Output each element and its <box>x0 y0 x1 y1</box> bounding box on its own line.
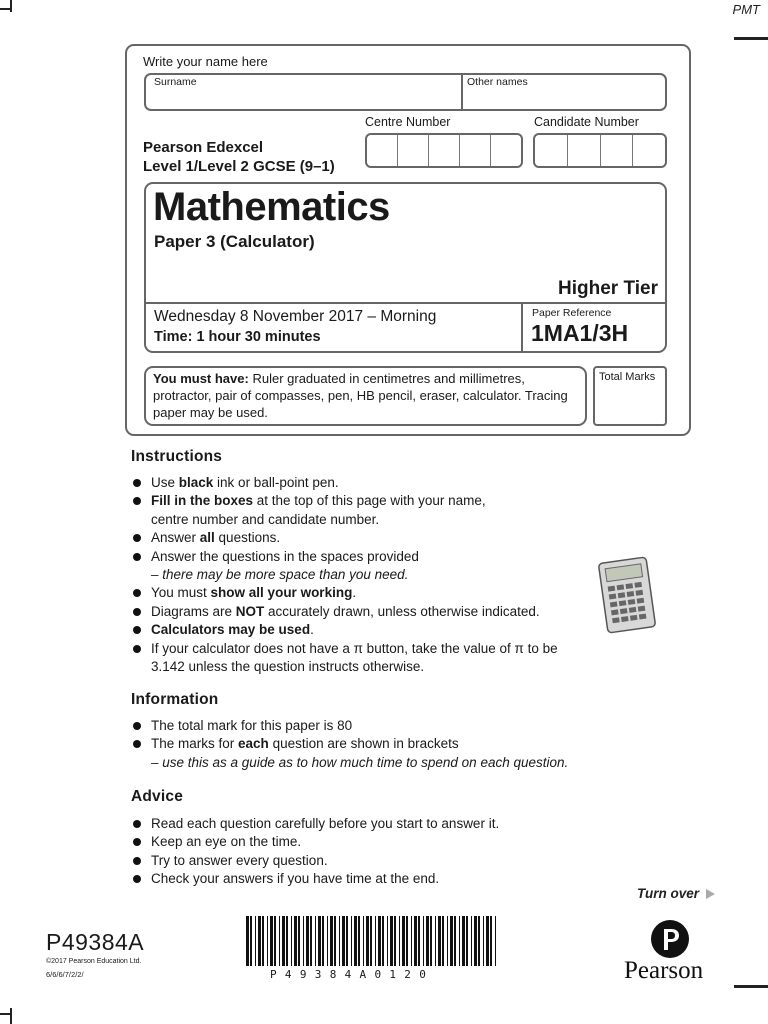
barcode-bar <box>471 916 472 966</box>
barcode-bar <box>354 916 357 966</box>
text: question are shown in brackets <box>268 736 459 752</box>
barcode-bar <box>387 916 388 966</box>
barcode-bar <box>258 916 261 966</box>
barcode-bar <box>370 916 372 966</box>
barcode-bar <box>327 916 328 966</box>
reference-divider <box>521 303 523 352</box>
text: Try to answer every question. <box>151 852 328 868</box>
print-code: 6/6/6/7/2/2/ <box>46 970 84 979</box>
barcode-bar <box>375 916 376 966</box>
barcode-bar <box>250 916 252 966</box>
paper-reference-label: Paper Reference <box>532 307 612 319</box>
digit-cell[interactable] <box>398 135 429 166</box>
centre-number-field[interactable] <box>365 133 523 168</box>
tier-label: Higher Tier <box>558 278 658 299</box>
text-bold: Calculators may be used <box>151 622 311 638</box>
list-item <box>133 584 593 602</box>
barcode-bar <box>378 916 381 966</box>
text: Keep an eye on the time. <box>151 834 302 850</box>
barcode-bar <box>303 916 304 966</box>
barcode-bar <box>454 916 456 966</box>
crop-mark <box>734 37 768 40</box>
write-name-label: Write your name here <box>143 54 268 69</box>
exam-date: Wednesday 8 November 2017 – Morning <box>154 308 437 325</box>
barcode-bar <box>366 916 369 966</box>
digit-cell[interactable] <box>568 135 601 166</box>
advice-list <box>133 815 593 889</box>
barcode-bar <box>459 916 460 966</box>
centre-number-label: Centre Number <box>365 115 451 129</box>
text-bold: NOT <box>235 603 265 619</box>
text: Use <box>151 475 179 490</box>
digit-cell[interactable] <box>601 135 634 166</box>
list-item <box>133 548 593 566</box>
barcode-bar <box>322 916 324 966</box>
publisher-name: Pearson <box>624 957 704 984</box>
list-item <box>133 870 593 888</box>
candidate-number-label: Candidate Number <box>534 115 639 129</box>
barcode-bar <box>402 916 405 966</box>
copyright: ©2017 Pearson Education Ltd. <box>46 958 142 965</box>
text: Answer <box>151 530 200 546</box>
text: Check your answers if you have time at the end. <box>151 871 440 887</box>
calculator-icon <box>595 556 659 634</box>
digit-cell[interactable] <box>367 135 398 166</box>
requirements-label: You must have: <box>153 371 249 386</box>
paper-code: P49384A <box>46 929 145 955</box>
requirements-text <box>153 370 583 421</box>
crop-mark <box>0 1013 12 1015</box>
list-item <box>133 833 593 851</box>
barcode-bar <box>411 916 412 966</box>
barcode-bar <box>450 916 453 966</box>
barcode-bar <box>330 916 333 966</box>
turn-over-label: Turn over <box>637 886 700 901</box>
text: The marks for <box>151 736 239 752</box>
qualification-level: Level 1/Level 2 GCSE (9–1) <box>143 158 335 175</box>
instructions-heading: Instructions <box>131 448 223 465</box>
exam-board <box>143 138 335 176</box>
barcode-bar <box>382 916 384 966</box>
digit-cell[interactable] <box>535 135 568 166</box>
barcode-bar <box>418 916 420 966</box>
text: at the top of this page with your name, <box>253 493 486 509</box>
text-bold: all <box>199 530 215 546</box>
barcode-bar <box>478 916 480 966</box>
barcode-bar <box>282 916 285 966</box>
barcode-bar <box>483 916 484 966</box>
barcode-bar <box>466 916 468 966</box>
barcode-bar <box>334 916 336 966</box>
text: centre number and candidate number. <box>151 511 380 527</box>
barcode-bar <box>315 916 316 966</box>
subject-divider <box>145 302 666 304</box>
barcode-bar <box>423 916 424 966</box>
barcode-bar <box>414 916 417 966</box>
crop-mark <box>734 985 768 988</box>
advice-heading: Advice <box>131 788 184 805</box>
barcode-bar <box>399 916 400 966</box>
text-bold: black <box>178 475 214 490</box>
barcode-bar <box>306 916 309 966</box>
barcode-bar <box>291 916 292 966</box>
barcode-bar <box>351 916 352 966</box>
text-italic: – there may be more space than you need. <box>151 567 409 583</box>
barcode-bar <box>267 916 268 966</box>
text-bold: Fill in the boxes <box>151 493 254 509</box>
barcode-bar <box>342 916 345 966</box>
text: Answer the questions in the spaces provided <box>151 548 419 564</box>
digit-cell[interactable] <box>491 135 521 166</box>
barcode-bar <box>294 916 297 966</box>
barcode-bar <box>495 916 496 966</box>
information-heading: Information <box>131 691 219 708</box>
name-field[interactable] <box>144 73 667 111</box>
list-item <box>133 621 593 639</box>
surname-label: Surname <box>154 76 197 88</box>
list-item <box>133 717 653 735</box>
text: If your calculator does not have a π button, take the value of π to be <box>151 640 558 656</box>
barcode-text: P49384A0120 <box>270 968 435 981</box>
barcode-bar <box>274 916 276 966</box>
corner-label: PMT <box>732 2 760 17</box>
barcode-bar <box>462 916 465 966</box>
board-name: Pearson Edexcel <box>143 139 264 156</box>
barcode-bar <box>442 916 444 966</box>
barcode-bar <box>447 916 448 966</box>
text: . <box>352 585 357 601</box>
text: You must <box>151 585 211 601</box>
list-item <box>133 492 593 510</box>
requirements-list: Ruler graduated in centimetres and millimetres, protractor, pair of compasses, pen, HB pencil, eraser, calculator. Tracing paper may be used. <box>153 371 568 420</box>
list-item-continuation <box>133 511 593 529</box>
information-list <box>133 717 653 772</box>
barcode-bar <box>394 916 396 966</box>
barcode-bar <box>346 916 348 966</box>
barcode-bar <box>490 916 492 966</box>
text-bold: each <box>238 736 269 752</box>
digit-cell[interactable] <box>429 135 460 166</box>
other-names-label: Other names <box>467 76 528 88</box>
text: accurately drawn, unless otherwise indicated. <box>264 603 540 619</box>
barcode-bar <box>474 916 477 966</box>
barcode-bar <box>255 916 256 966</box>
list-item <box>133 852 593 870</box>
text: 3.142 unless the question instructs otherwise. <box>151 659 425 675</box>
barcode-bar <box>270 916 273 966</box>
barcode-bar <box>390 916 393 966</box>
digit-cell[interactable] <box>633 135 665 166</box>
barcode-bar <box>435 916 436 966</box>
list-item-continuation <box>133 658 593 676</box>
exam-time: Time: 1 hour 30 minutes <box>154 329 321 345</box>
barcode-bar <box>438 916 441 966</box>
text: Diagrams are <box>151 603 236 619</box>
text: The total mark for this paper is 80 <box>151 718 353 733</box>
barcode-bar <box>310 916 312 966</box>
pearson-p-logo <box>650 919 690 959</box>
barcode-bar <box>363 916 364 966</box>
paper-title: Paper 3 (Calculator) <box>154 232 315 251</box>
text: . <box>310 622 314 638</box>
subject-title: Mathematics <box>153 185 390 229</box>
text: ink or ball-point pen. <box>213 475 339 490</box>
barcode-bar <box>318 916 321 966</box>
paper-reference: 1MA1/3H <box>531 320 629 346</box>
candidate-number-field[interactable] <box>533 133 667 168</box>
barcode-bar <box>406 916 408 966</box>
text: Read each question carefully before you start to answer it. <box>151 816 500 831</box>
crop-mark <box>10 0 12 12</box>
barcode-bar <box>426 916 429 966</box>
barcode-bar <box>286 916 288 966</box>
barcode-bar <box>246 916 249 966</box>
list-item <box>133 815 593 833</box>
total-marks-label: Total Marks <box>599 371 656 383</box>
list-item <box>133 529 593 547</box>
list-item <box>133 474 593 492</box>
text: questions. <box>214 530 281 546</box>
digit-cell[interactable] <box>460 135 491 166</box>
list-item <box>133 640 593 658</box>
barcode-bar <box>279 916 280 966</box>
barcode-bar <box>430 916 432 966</box>
barcode-bar <box>358 916 360 966</box>
barcode-bar <box>339 916 340 966</box>
barcode-bar <box>262 916 264 966</box>
text-italic: – use this as a guide as to how much time to spend on each question. <box>151 754 569 770</box>
text-bold: show all your working <box>210 585 353 601</box>
list-item <box>133 735 653 753</box>
list-item-continuation <box>133 754 653 772</box>
list-item <box>133 603 593 621</box>
instructions-list <box>133 474 593 676</box>
barcode-icon <box>244 916 498 970</box>
name-divider <box>461 74 463 110</box>
barcode-bar <box>486 916 489 966</box>
crop-mark <box>10 1008 12 1024</box>
triangle-right-icon <box>706 889 715 899</box>
barcode-bar <box>298 916 300 966</box>
list-item-continuation <box>133 566 593 584</box>
